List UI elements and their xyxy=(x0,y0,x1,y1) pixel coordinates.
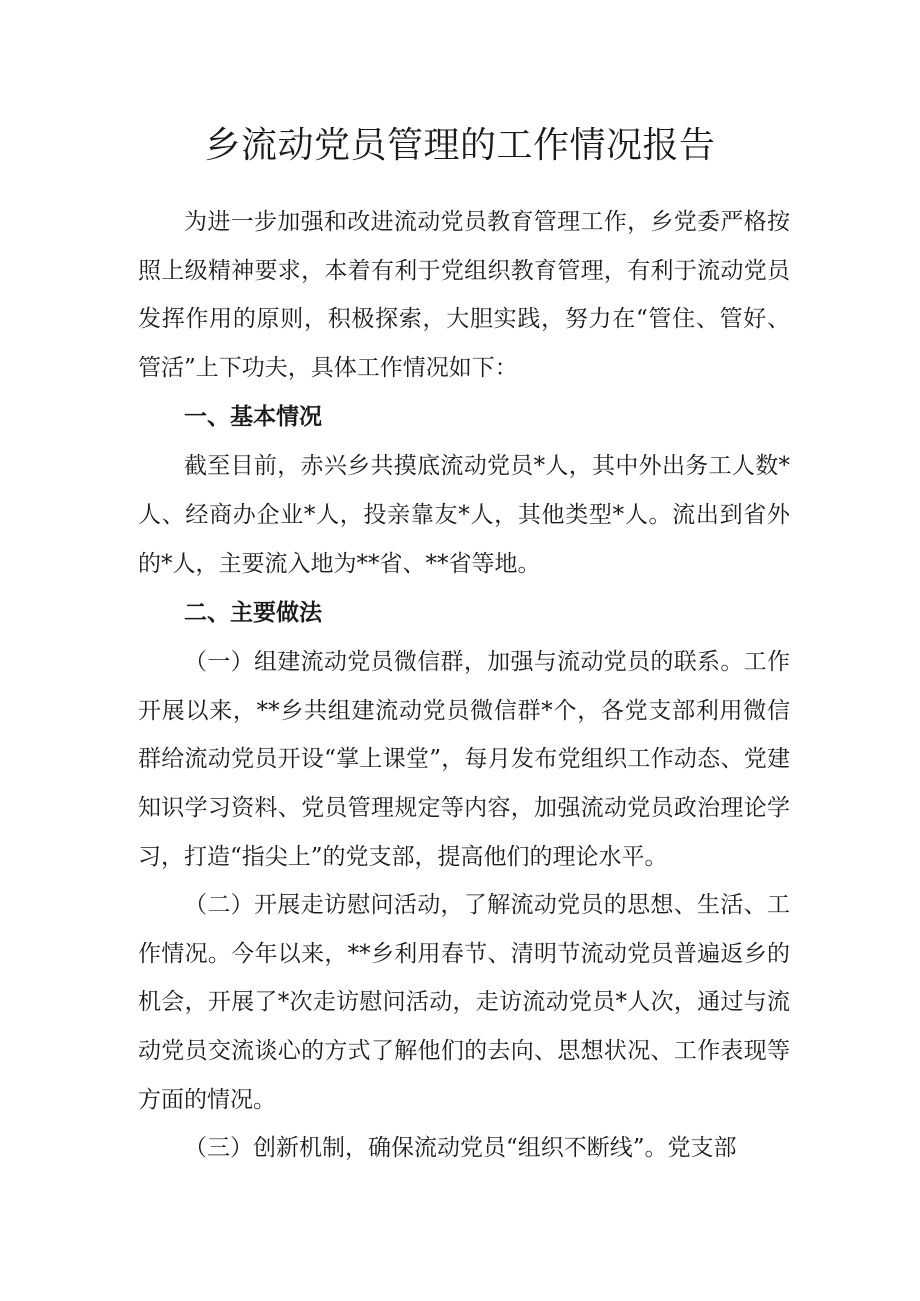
document-body xyxy=(138,198,790,1173)
practice-item-1: （一）组建流动党员微信群，加强与流动党员的联系。工作开展以来，**乡共组建流动党员微信群*个，各党支部利用微信群给流动党员开设“掌上课堂”，每月发布党组织工作动态、党建知识学习资料、党员管理规定等内容，加强流动党员政治理论学习，打造“指尖上”的党支部，提高他们的理论水平。 xyxy=(138,649,790,870)
document-title: 乡流动党员管理的工作情况报告 xyxy=(204,125,716,166)
practice-item-3: （三）创新机制，确保流动党员“组织不断线”。党支部 xyxy=(184,1135,737,1162)
practice-item-2: （二）开展走访慰问活动，了解流动党员的思想、生活、工作情况。今年以来，**乡利用春节、清明节流动党员普遍返乡的机会，开展了*次走访慰问活动，走访流动党员*人次，通过与流动党员交流谈心的方式了解他们的去向、思想状况、工作表现等方面的情况。 xyxy=(138,892,790,1113)
section-heading-basic: 一、基本情况 xyxy=(184,404,322,431)
intro-paragraph: 为进一步加强和改进流动党员教育管理工作，乡党委严格按照上级精神要求，本着有利于党组织教育管理，有利于流动党员发挥作用的原则，积极探索，大胆实践，努力在“管住、管好、管活”上下功夫，具体工作情况如下： xyxy=(138,209,790,381)
basic-situation-paragraph: 截至目前，赤兴乡共摸底流动党员*人，其中外出务工人数*人、经商办企业*人，投亲靠友*人，其他类型*人。流出到省外的*人，主要流入地为**省、**省等地。 xyxy=(138,453,790,577)
section-heading-practices: 二、主要做法 xyxy=(184,600,322,627)
